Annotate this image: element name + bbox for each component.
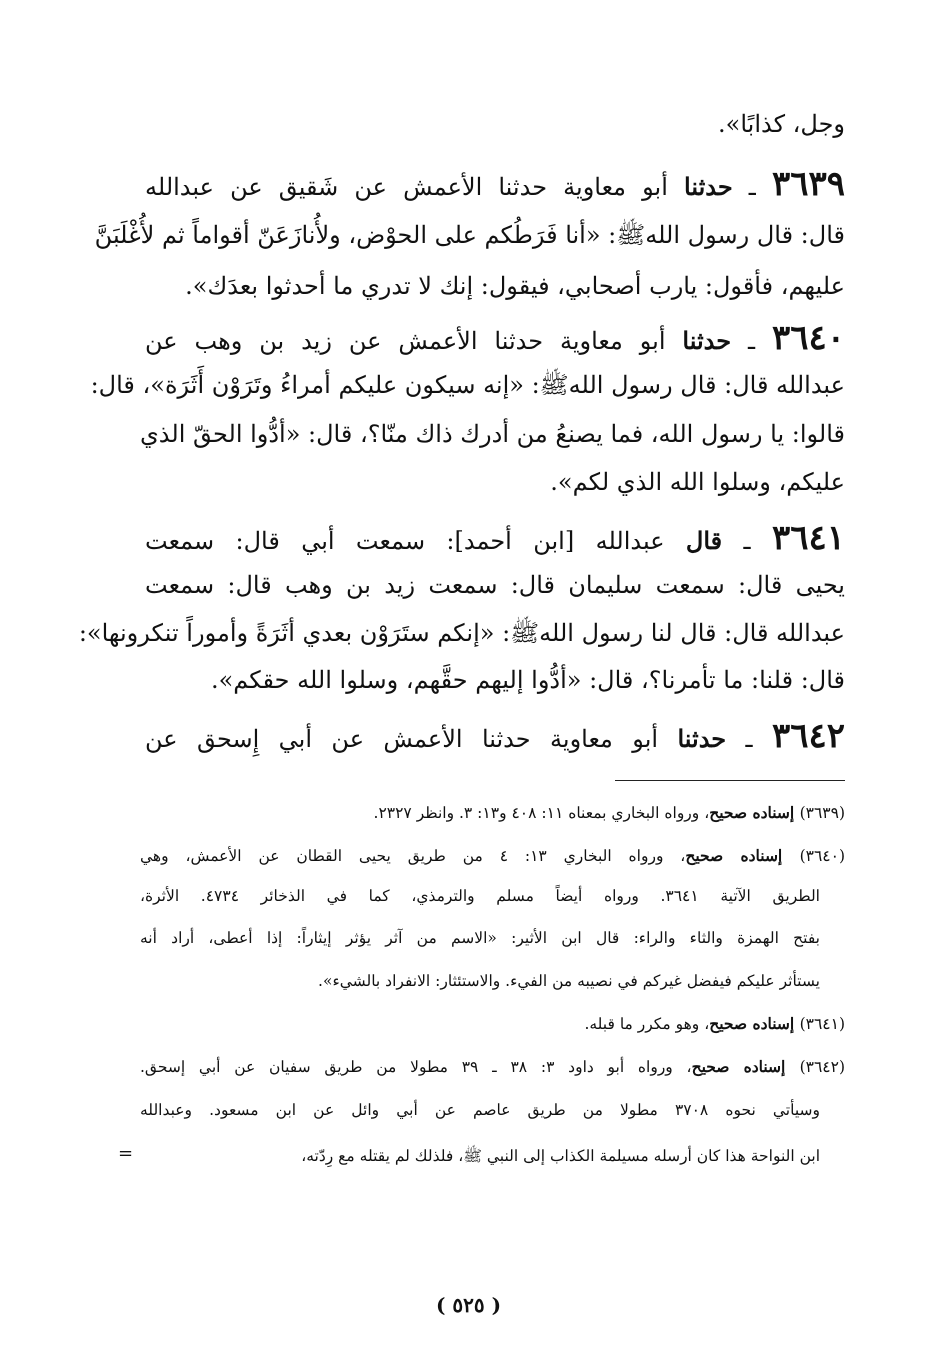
footnote-text: ، ورواه البخاري ١٣: ٤ من طريق يحيى القطان عن الأعمش، وهي — [140, 847, 686, 865]
footnote-text: ، وهو مكرر ما قبله. — [584, 1015, 710, 1033]
hadith-number: ٣٦٤٠ — [771, 318, 845, 358]
footnote-ref: (٣٦٣٩) — [799, 804, 845, 822]
footnote-3642-line: ابن النواحة هذا كان أرسله مسيلمة الكذاب إلى النبي ﷺ، فلذلك لم يقتله مع رِدّته، — [301, 1147, 820, 1165]
hadith-keyword: حدثنا — [684, 172, 733, 201]
hadith-keyword: حدثنا — [677, 724, 727, 753]
hadith-text: أبو معاوية حدثنا الأعمش عن أبي إِسحق عن — [145, 725, 678, 753]
hadith-keyword: حدثنا — [682, 326, 732, 355]
footnote-divider — [615, 780, 845, 781]
hadith-3640-line: قالوا: يا رسول الله، فما يصنعُ من أدرك ذاك منّا؟، قال: «أدُّوا الحقّ الذي — [140, 420, 845, 448]
hadith-3642-heading — [145, 708, 845, 764]
hadith-3640-line: عبدالله قال: قال رسول اللهﷺ: «إنه سيكون عليكم أمراءُ وتَرَوْن أَثَرَة»، قال: — [90, 371, 845, 399]
footnote-3640-line: بفتح الهمزة والثاء والراء: قال ابن الأثير: «الاسم من آثر يؤثر إيثاراً: إذا أعطى، أراد أنه — [140, 929, 820, 947]
footnote-3640 — [140, 836, 845, 876]
footnote-3640-line: الطريق الآتية ٣٦٤١. ورواه أيضاً مسلم والترمذي، كما في الذخائر ٤٧٣٤. الأثرة، — [140, 887, 820, 905]
hadith-3641-line: يحيى قال: سمعت سليمان قال: سمعت زيد بن وهب قال: سمعت — [145, 571, 845, 599]
text-line-continuation — [145, 96, 845, 152]
hadith-keyword: قال — [685, 526, 723, 555]
hadith-3641-line: عبدالله قال: قال لنا رسول اللهﷺ: «إنكم ستَرَوْن بعدي أثَرَةً وأموراً تنكرونها»: — [78, 619, 845, 647]
hadith-text: عبدالله [ابن أحمد]: سمعت أبي قال: سمعت — [145, 527, 686, 555]
hadith-number: ٣٦٤١ — [771, 518, 845, 558]
footnote-text: ، ورواه أبو داود ٣: ٣٨ ـ ٣٩ مطولا من طريق سفيان عن أبي إسحق. — [140, 1058, 692, 1076]
footnote-3642-line: وسيأتي نحوه ٣٧٠٨ مطولا من طريق عاصم عن أبي وائل عن ابن مسعود. وعبدالله — [140, 1101, 820, 1119]
dash: ـ — [731, 327, 772, 355]
dash: ـ — [726, 725, 772, 753]
footnote-3642 — [140, 1047, 845, 1087]
hadith-number: ٣٦٤٢ — [771, 716, 845, 756]
hadith-3640-line: عليكم، وسلوا الله الذي لكم». — [550, 468, 845, 496]
footnote-ref: (٣٦٤١) — [799, 1015, 845, 1033]
dash: ـ — [732, 173, 772, 201]
hadith-3639-line: قال: قال رسول اللهﷺ: «أنا فَرَطُكم على الحوْض، ولأُنازَعَنّ أقواماً ثم لأُغْلَبَنَّ — [94, 221, 845, 249]
footnote-ref: (٣٦٤٠) — [799, 847, 846, 865]
footnote-ref: (٣٦٤٢) — [799, 1058, 846, 1076]
page-number: ( ٥٢٥ ) — [435, 1293, 502, 1317]
hadith-3641-line: قال: قلنا: ما تأمرنا؟، قال: «أدُّوا إليهم حقَّهم، وسلوا الله حقكم». — [210, 666, 845, 694]
footnote-3641 — [140, 1004, 845, 1044]
hadith-text: أبو معاوية حدثنا الأعمش عن شَقيق عن عبدالله — [145, 173, 685, 201]
footnote-grade: إسناده صحيح — [709, 1014, 800, 1033]
hadith-3639-heading — [145, 156, 845, 212]
hadith-text: أبو معاوية حدثنا الأعمش عن زيد بن وهب عن — [145, 327, 683, 355]
hadith-3639-line: عليهم، فأقول: يارب أصحابي، فيقول: إنك لا تدري ما أحدثوا بعدَك». — [185, 272, 845, 300]
continuation-mark: = — [118, 1143, 134, 1164]
footnote-grade: إسناده صحيح — [685, 846, 800, 865]
footnote-3640-line: يستأثر عليكم فيفضل غيركم في نصيبه من الفيء. والاستئثار: الانفراد بالشيء». — [318, 972, 820, 990]
footnote-text: ، ورواه البخاري بمعناه ١١: ٤٠٨ و١٣: ٣. وانظر ٢٣٢٧. — [373, 804, 710, 822]
footnote-3639 — [140, 793, 845, 833]
footnote-grade: إسناده صحيح — [691, 1057, 800, 1076]
footnote-grade: إسناده صحيح — [709, 803, 800, 822]
line-text: وجل، كذابًا». — [718, 110, 845, 138]
hadith-number: ٣٦٣٩ — [771, 164, 845, 204]
dash: ـ — [722, 527, 772, 555]
